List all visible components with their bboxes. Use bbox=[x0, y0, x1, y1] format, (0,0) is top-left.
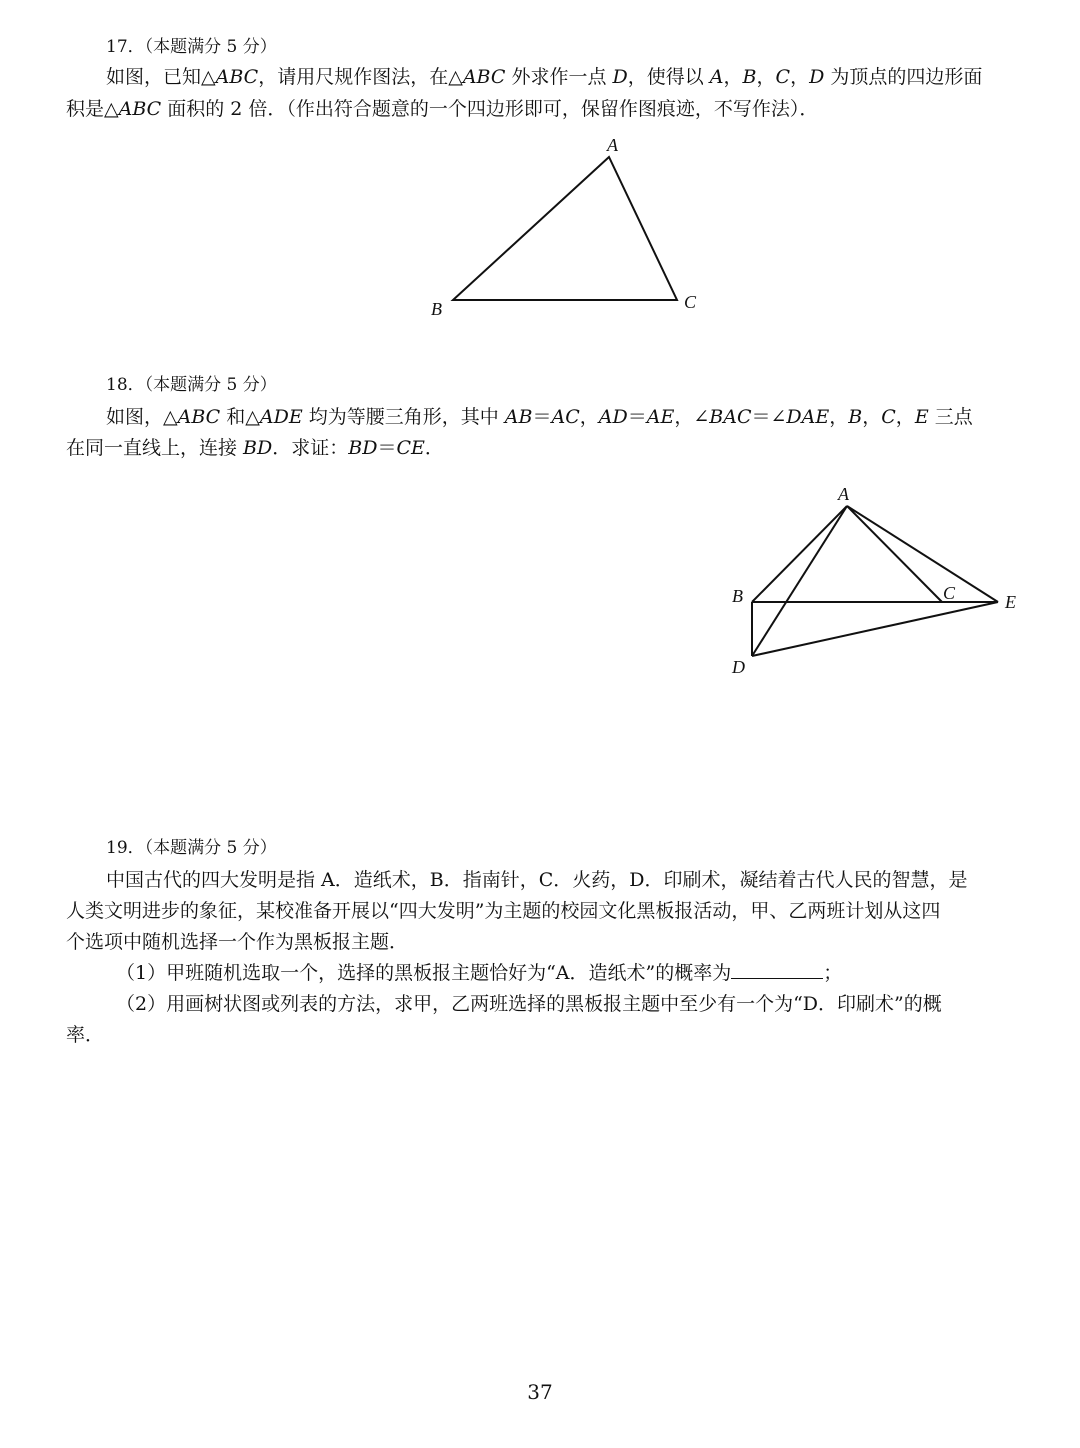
q18-label-e: E bbox=[1005, 592, 1016, 612]
q19-part2-line2: 率． bbox=[66, 1024, 105, 1046]
segment-ab bbox=[752, 506, 847, 602]
q19-text-line1: 中国古代的四大发明是指 A．造纸术，B．指南针，C．火药，D．印刷术，凝结着古代人民的智慧，是 bbox=[106, 869, 968, 891]
q18-label-b: B bbox=[732, 586, 743, 606]
q19-text-line3: 个选项中随机选择一个作为黑板报主题． bbox=[66, 931, 409, 953]
triangle-abc bbox=[453, 157, 677, 300]
q19-header: 19．（本题满分 5 分） bbox=[106, 838, 277, 858]
segment-ac bbox=[847, 506, 942, 602]
q19-part2-line1: （2）用画树状图或列表的方法，求甲，乙两班选择的黑板报主题中至少有一个为“D．印刷术”的概 bbox=[116, 993, 942, 1015]
q17-text-line1: 如图，已知△ABC，请用尺规作图法，在△ABC 外求作一点 D，使得以 A，B，C，D 为顶点的四边形面 bbox=[106, 66, 983, 88]
q18-text-line1: 如图，△ABC 和△ADE 均为等腰三角形，其中 AB＝AC，AD＝AE，∠BAC＝∠DAE，B，C，E 三点 bbox=[106, 406, 973, 428]
q19-text-line2: 人类文明进步的象征，某校准备开展以“四大发明”为主题的校园文化黑板报活动，甲、乙两班计划从这四 bbox=[66, 900, 941, 922]
q17-label-c: C bbox=[684, 292, 697, 312]
q17-label-b: B bbox=[431, 299, 442, 319]
answer-blank[interactable] bbox=[731, 960, 823, 979]
page-number: 37 bbox=[527, 1380, 553, 1404]
q18-label-a: A bbox=[838, 484, 849, 504]
q18-text-line2: 在同一直线上，连接 BD．求证：BD＝CE． bbox=[66, 437, 444, 459]
segment-ae bbox=[847, 506, 998, 602]
q17-label-a: A bbox=[607, 135, 618, 155]
segment-de bbox=[752, 602, 998, 656]
q17-triangle-figure bbox=[420, 130, 710, 330]
q19-part1: （1）甲班随机选取一个，选择的黑板报主题恰好为“A．造纸术”的概率为 ； bbox=[116, 962, 843, 984]
q18-label-c: C bbox=[943, 583, 956, 603]
q18-triangle-figure bbox=[720, 480, 1030, 680]
q17-header: 17．（本题满分 5 分） bbox=[106, 37, 277, 57]
q18-header: 18．（本题满分 5 分） bbox=[106, 375, 277, 395]
q17-text-line2: 积是△ABC 面积的 2 倍．（作出符合题意的一个四边形即可，保留作图痕迹，不写作法）． bbox=[66, 98, 819, 120]
q18-label-d: D bbox=[732, 657, 745, 677]
segment-ad bbox=[752, 506, 847, 656]
